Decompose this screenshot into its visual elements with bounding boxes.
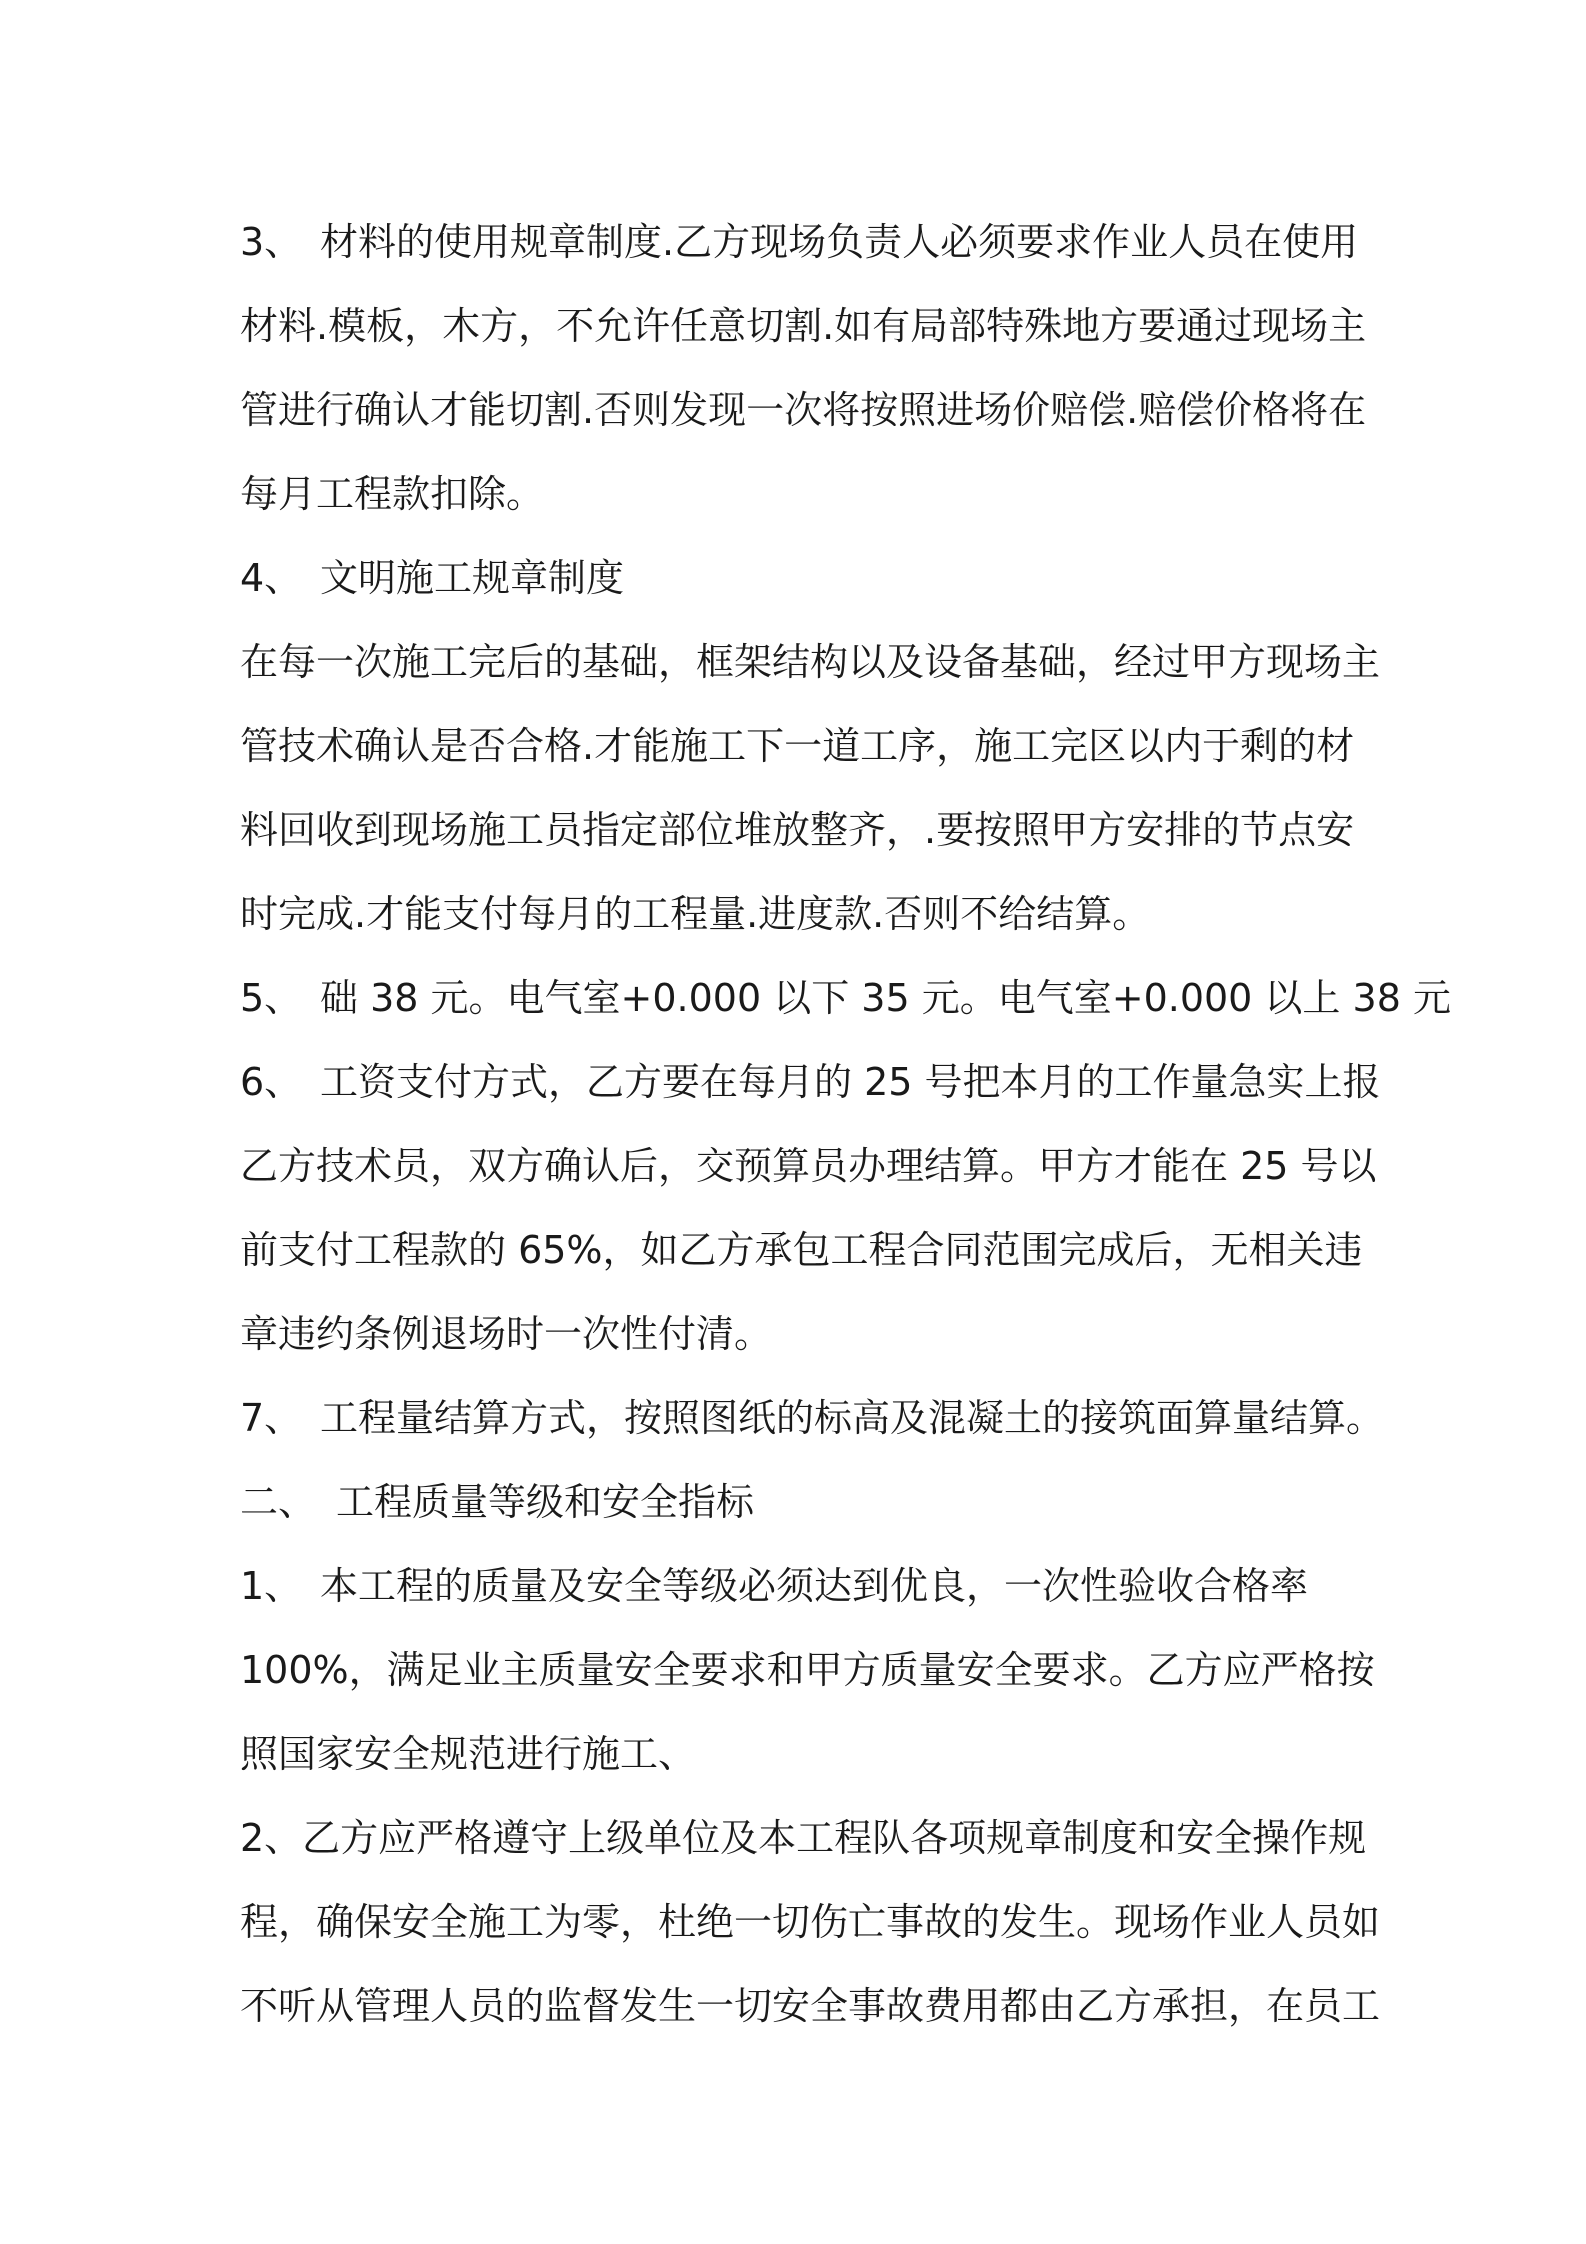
section-2-heading: 工程质量等级和安全指标	[336, 1480, 755, 1524]
item-4-line-4: 时完成.才能支付每月的工程量.进度款.否则不给结算。	[240, 892, 1151, 936]
item-4-number: 4、	[240, 556, 303, 600]
item-4-heading-line	[240, 536, 1360, 620]
item-4-line-3: 料回收到现场施工员指定部位堆放整齐，.要按照甲方安排的节点安	[240, 808, 1355, 852]
document-body	[240, 200, 1451, 2048]
item-6-text-1: 工资支付方式，乙方要在每月的 25 号把本月的工作量急实上报	[320, 1060, 1381, 1104]
item-4-line-2: 管技术确认是否合格.才能施工下一道工序，施工完区以内于剩的材	[240, 724, 1355, 768]
section-2-item-2-line-1: 2、乙方应严格遵守上级单位及本工程队各项规章制度和安全操作规	[240, 1816, 1367, 1860]
item-4-line-1: 在每一次施工完后的基础，框架结构以及设备基础，经过甲方现场主	[240, 640, 1381, 684]
section-2-item-1-line-1	[240, 1544, 1360, 1628]
item-7-text: 工程量结算方式，按照图纸的标高及混凝土的接筑面算量结算。	[320, 1396, 1385, 1440]
item-6-line-4: 章违约条例退场时一次性付清。	[240, 1312, 773, 1356]
section-2-item-1-line-2: 100%，满足业主质量安全要求和甲方质量安全要求。乙方应严格按	[240, 1648, 1375, 1692]
section-2-number: 二、	[240, 1480, 317, 1524]
item-6-number: 6、	[240, 1060, 303, 1104]
item-5-line	[240, 956, 1451, 1040]
item-6-line-1	[240, 1040, 1381, 1124]
item-3-line-2: 材料.模板，木方，不允许任意切割.如有局部特殊地方要通过现场主	[240, 304, 1367, 348]
section-2-heading-line	[240, 1460, 1360, 1544]
item-6-line-2: 乙方技术员，双方确认后，交预算员办理结算。甲方才能在 25 号以	[240, 1144, 1377, 1188]
item-3-line-4: 每月工程款扣除。	[240, 472, 545, 516]
item-6-line-3: 前支付工程款的 65%，如乙方承包工程合同范围完成后，无相关违	[240, 1228, 1363, 1272]
item-3-text-1: 材料的使用规章制度.乙方现场负责人必须要求作业人员在使用	[320, 220, 1359, 264]
section-2-item-1-number: 1、	[240, 1564, 303, 1608]
section-2-item-1-line-3: 照国家安全规范进行施工、	[240, 1732, 697, 1776]
item-3-line-1	[240, 200, 1360, 284]
item-4-heading: 文明施工规章制度	[320, 556, 625, 600]
item-3-number: 3、	[240, 220, 303, 264]
section-2-item-2-line-3: 不听从管理人员的监督发生一切安全事故费用都由乙方承担，在员工	[240, 1984, 1381, 2028]
section-2-item-1-text-1: 本工程的质量及安全等级必须达到优良，一次性验收合格率	[320, 1564, 1309, 1608]
item-7-line	[240, 1376, 1385, 1460]
item-7-number: 7、	[240, 1396, 303, 1440]
item-3-line-3: 管进行确认才能切割.否则发现一次将按照进场价赔偿.赔偿价格将在	[240, 388, 1367, 432]
section-2-item-2-line-2: 程，确保安全施工为零，杜绝一切伤亡事故的发生。现场作业人员如	[240, 1900, 1381, 1944]
item-5-text: 础 38 元。电气室+0.000 以下 35 元。电气室+0.000 以上 38 元	[320, 976, 1451, 1020]
item-5-number: 5、	[240, 976, 303, 1020]
